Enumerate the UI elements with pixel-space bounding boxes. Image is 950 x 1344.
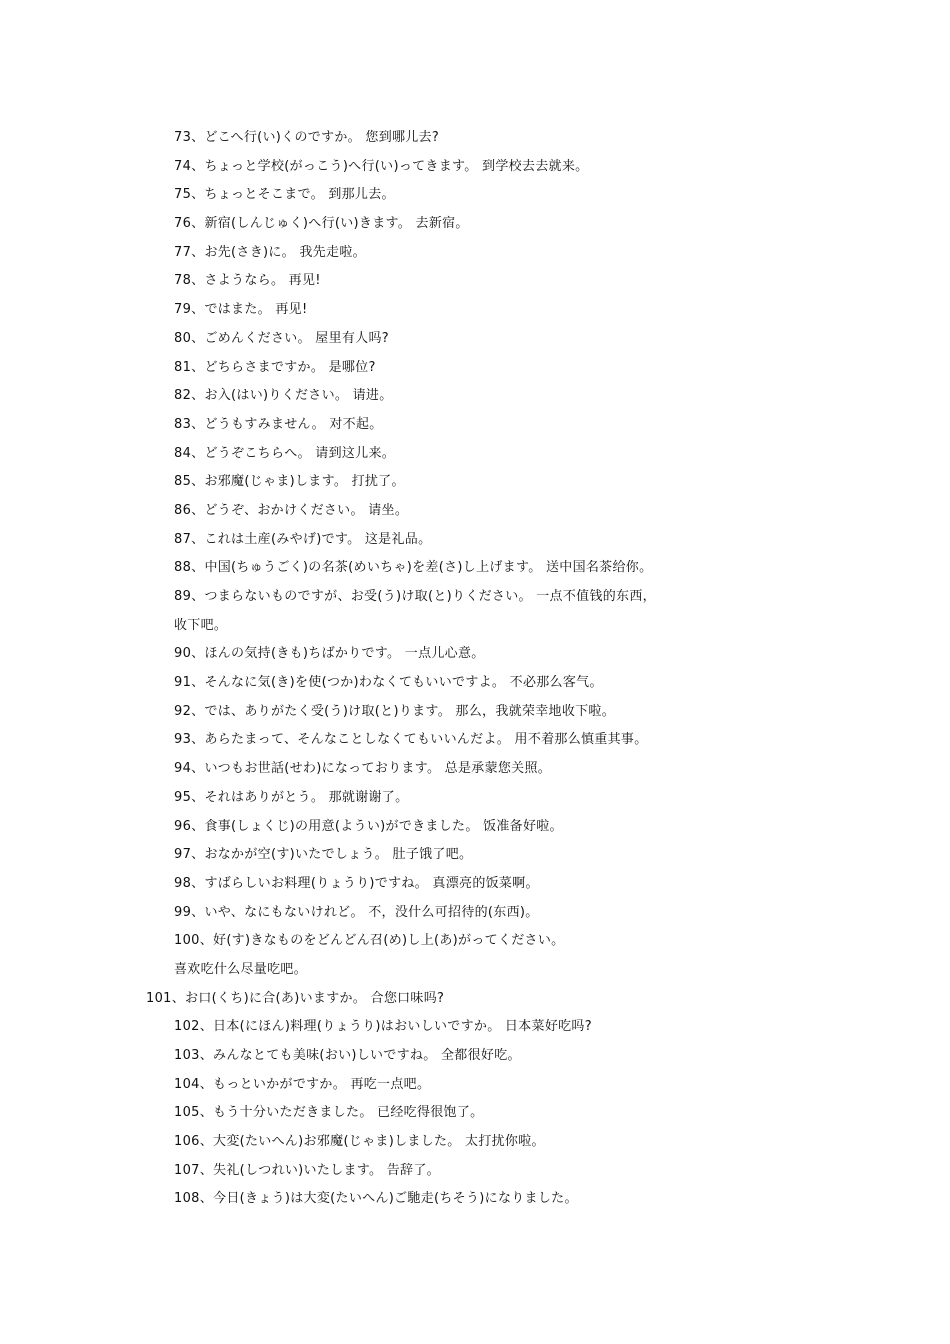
phrase-line: 98、すばらしいお料理(りょうり)ですね。 真漂亮的饭菜啊。 xyxy=(174,875,539,891)
phrase-line: 89、つまらないものですが、お受(う)け取(と)りください。 一点不值钱的东西， xyxy=(174,589,656,604)
phrase-line: 84、どうぞこちらへ。 请到这儿来。 xyxy=(174,445,396,461)
document-body xyxy=(0,124,950,1214)
phrase-line: 87、これは土産(みやげ)です。 这是礼品。 xyxy=(174,531,432,547)
phrase-line: 喜欢吃什么尽量吃吧。 xyxy=(174,961,308,977)
phrase-line: 97、おなかが空(す)いたでしょう。 肚子饿了吧。 xyxy=(174,847,473,863)
phrase-line: 90、ほんの気持(きも)ちばかりです。 一点儿心意。 xyxy=(174,646,485,662)
phrase-line: 94、いつもお世話(せわ)になっております。 总是承蒙您关照。 xyxy=(174,761,552,777)
phrase-line: 88、中国(ちゅうごく)の名茶(めいちゃ)を差(さ)し上げます。 送中国名茶给你。 xyxy=(174,560,653,576)
phrase-line: 81、どちらさまですか。 是哪位? xyxy=(174,359,376,375)
phrase-line: 103、みんなとても美味(おい)しいですね。 全都很好吃。 xyxy=(174,1048,521,1063)
phrase-line: 80、ごめんください。 屋里有人吗? xyxy=(174,330,389,346)
phrase-line: 95、それはありがとう。 那就谢谢了。 xyxy=(174,789,409,805)
phrase-line: 75、ちょっとそこまで。 到那儿去。 xyxy=(174,187,395,203)
phrase-line: 96、食事(しょくじ)の用意(ようい)ができました。 饭准备好啦。 xyxy=(174,818,563,834)
phrase-line: 77、お先(さき)に。 我先走啦。 xyxy=(174,244,366,260)
phrase-line: 105、もう十分いただきました。 已经吃得很饱了。 xyxy=(174,1105,484,1121)
phrase-line: 78、さようなら。 再见! xyxy=(174,273,321,289)
phrase-line: 82、お入(はい)りください。 请进。 xyxy=(174,388,393,404)
phrase-line: 79、ではまた。 再见! xyxy=(174,302,308,318)
phrase-line: 74、ちょっと学校(がっこう)へ行(い)ってきます。 到学校去去就来。 xyxy=(174,158,589,174)
phrase-line: 100、好(す)きなものをどんどん召(め)し上(あ)がってください。 xyxy=(174,933,565,949)
phrase-line: 85、お邪魔(じゃま)します。 打扰了。 xyxy=(174,474,405,490)
phrase-line: 83、どうもすみません。 对不起。 xyxy=(174,416,383,432)
phrase-line: 93、あらたまって、そんなことしなくてもいいんだよ。 用不着那么慎重其事。 xyxy=(174,732,648,748)
phrase-line: 收下吧。 xyxy=(174,617,228,633)
phrase-line: 86、どうぞ、おかけください。 请坐。 xyxy=(174,502,409,518)
phrase-line: 99、いや、なにもないけれど。 不，没什么可招待的(东西)。 xyxy=(174,904,539,920)
phrase-line: 91、そんなに気(き)を使(つか)わなくてもいいですよ。 不必那么客气。 xyxy=(174,675,603,691)
phrase-line: 102、日本(にほん)料理(りょうり)はおいしいですか。 日本菜好吃吗? xyxy=(174,1019,592,1035)
phrase-line: 108、今日(きょう)は大変(たいへん)ご馳走(ちそう)になりました。 xyxy=(174,1191,578,1207)
phrase-line: 101、お口(くち)に合(あ)いますか。 合您口味吗? xyxy=(146,990,445,1006)
phrase-line: 107、失礼(しつれい)いたします。 告辞了。 xyxy=(174,1162,440,1178)
phrase-line: 104、もっといかがですか。 再吃一点吧。 xyxy=(174,1076,431,1092)
phrase-line: 106、大変(たいへん)お邪魔(じゃま)しました。 太打扰你啦。 xyxy=(174,1134,545,1150)
phrase-line: 92、では、ありがたく受(う)け取(と)ります。 那么，我就荣幸地收下啦。 xyxy=(174,703,616,719)
phrase-line: 73、どこへ行(い)くのですか。 您到哪儿去? xyxy=(174,130,440,145)
phrase-line: 76、新宿(しんじゅく)へ行(い)きます。 去新宿。 xyxy=(174,216,469,232)
